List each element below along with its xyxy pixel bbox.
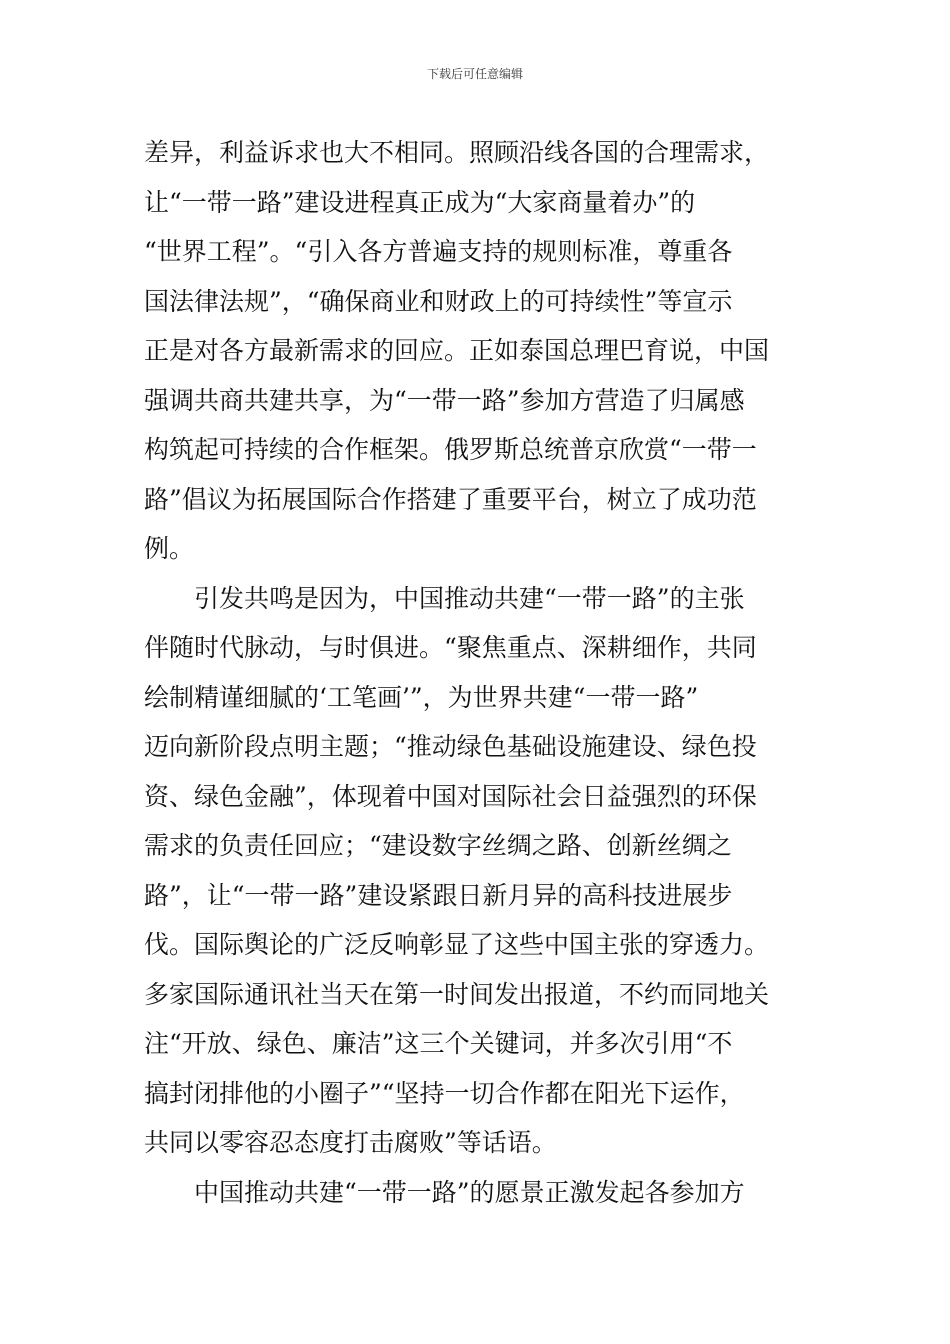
text-line: 伐。国际舆论的广泛反响彰显了这些中国主张的穿透力。 — [144, 930, 770, 959]
text-line: “世界工程”。“引入各方普遍支持的规则标准，尊重各 — [144, 237, 733, 266]
text-line: 注“开放、绿色、廉洁”这三个关键词，并多次引用“不 — [144, 1029, 733, 1058]
text-line: 共同以零容忍态度打击腐败”等话语。 — [144, 1128, 557, 1157]
text-line: 正是对各方最新需求的回应。正如泰国总理巴育说，中国 — [144, 336, 770, 365]
text-line: 资、绿色金融”，体现着中国对国际社会日益强烈的环保 — [144, 781, 757, 811]
body-text — [144, 128, 808, 1217]
text-line: 例。 — [144, 534, 195, 563]
text-line: 绘制精谨细腻的‘工笔画’”，为世界共建“一带一路” — [144, 682, 699, 712]
text-line: 差异，利益诉求也大不相同。照顾沿线各国的合理需求， — [144, 138, 770, 167]
text-line: 多家国际通讯社当天在第一时间发出报道，不约而同地关 — [144, 979, 770, 1009]
text-line: 路”，让“一带一路”建设紧跟日新月异的高科技进展步 — [144, 880, 733, 910]
text-line: 迈向新阶段点明主题；“推动绿色基础设施建设、绿色投 — [144, 732, 757, 761]
text-line: 构筑起可持续的合作框架。俄罗斯总统普京欣赏“一带一 — [144, 435, 757, 464]
page-header: 下载后可任意编辑 — [426, 67, 523, 81]
text-line: 让“一带一路”建设进程真正成为“大家商量着办”的 — [144, 187, 696, 217]
paragraph-first-line: 引发共鸣是因为，中国推动共建“一带一路”的主张 — [194, 583, 745, 613]
text-line: 国法律法规”，“确保商业和财政上的可持续性”等宣示 — [144, 286, 733, 316]
paragraph-first-line: 中国推动共建“一带一路”的愿景正激发起各参加方 — [194, 1177, 745, 1207]
text-line: 伴随时代脉动，与时俱进。“聚焦重点、深耕细作，共同 — [144, 633, 757, 662]
text-line: 路”倡议为拓展国际合作搭建了重要平台，树立了成功范 — [144, 484, 757, 514]
text-line: 强调共商共建共享，为“一带一路”参加方营造了归属感 — [144, 385, 745, 415]
text-line: 需求的负责任回应；“建设数字丝绸之路、创新丝绸之 — [144, 831, 732, 860]
text-line: 搞封闭排他的小圈子”“坚持一切合作都在阳光下运作， — [144, 1078, 745, 1108]
